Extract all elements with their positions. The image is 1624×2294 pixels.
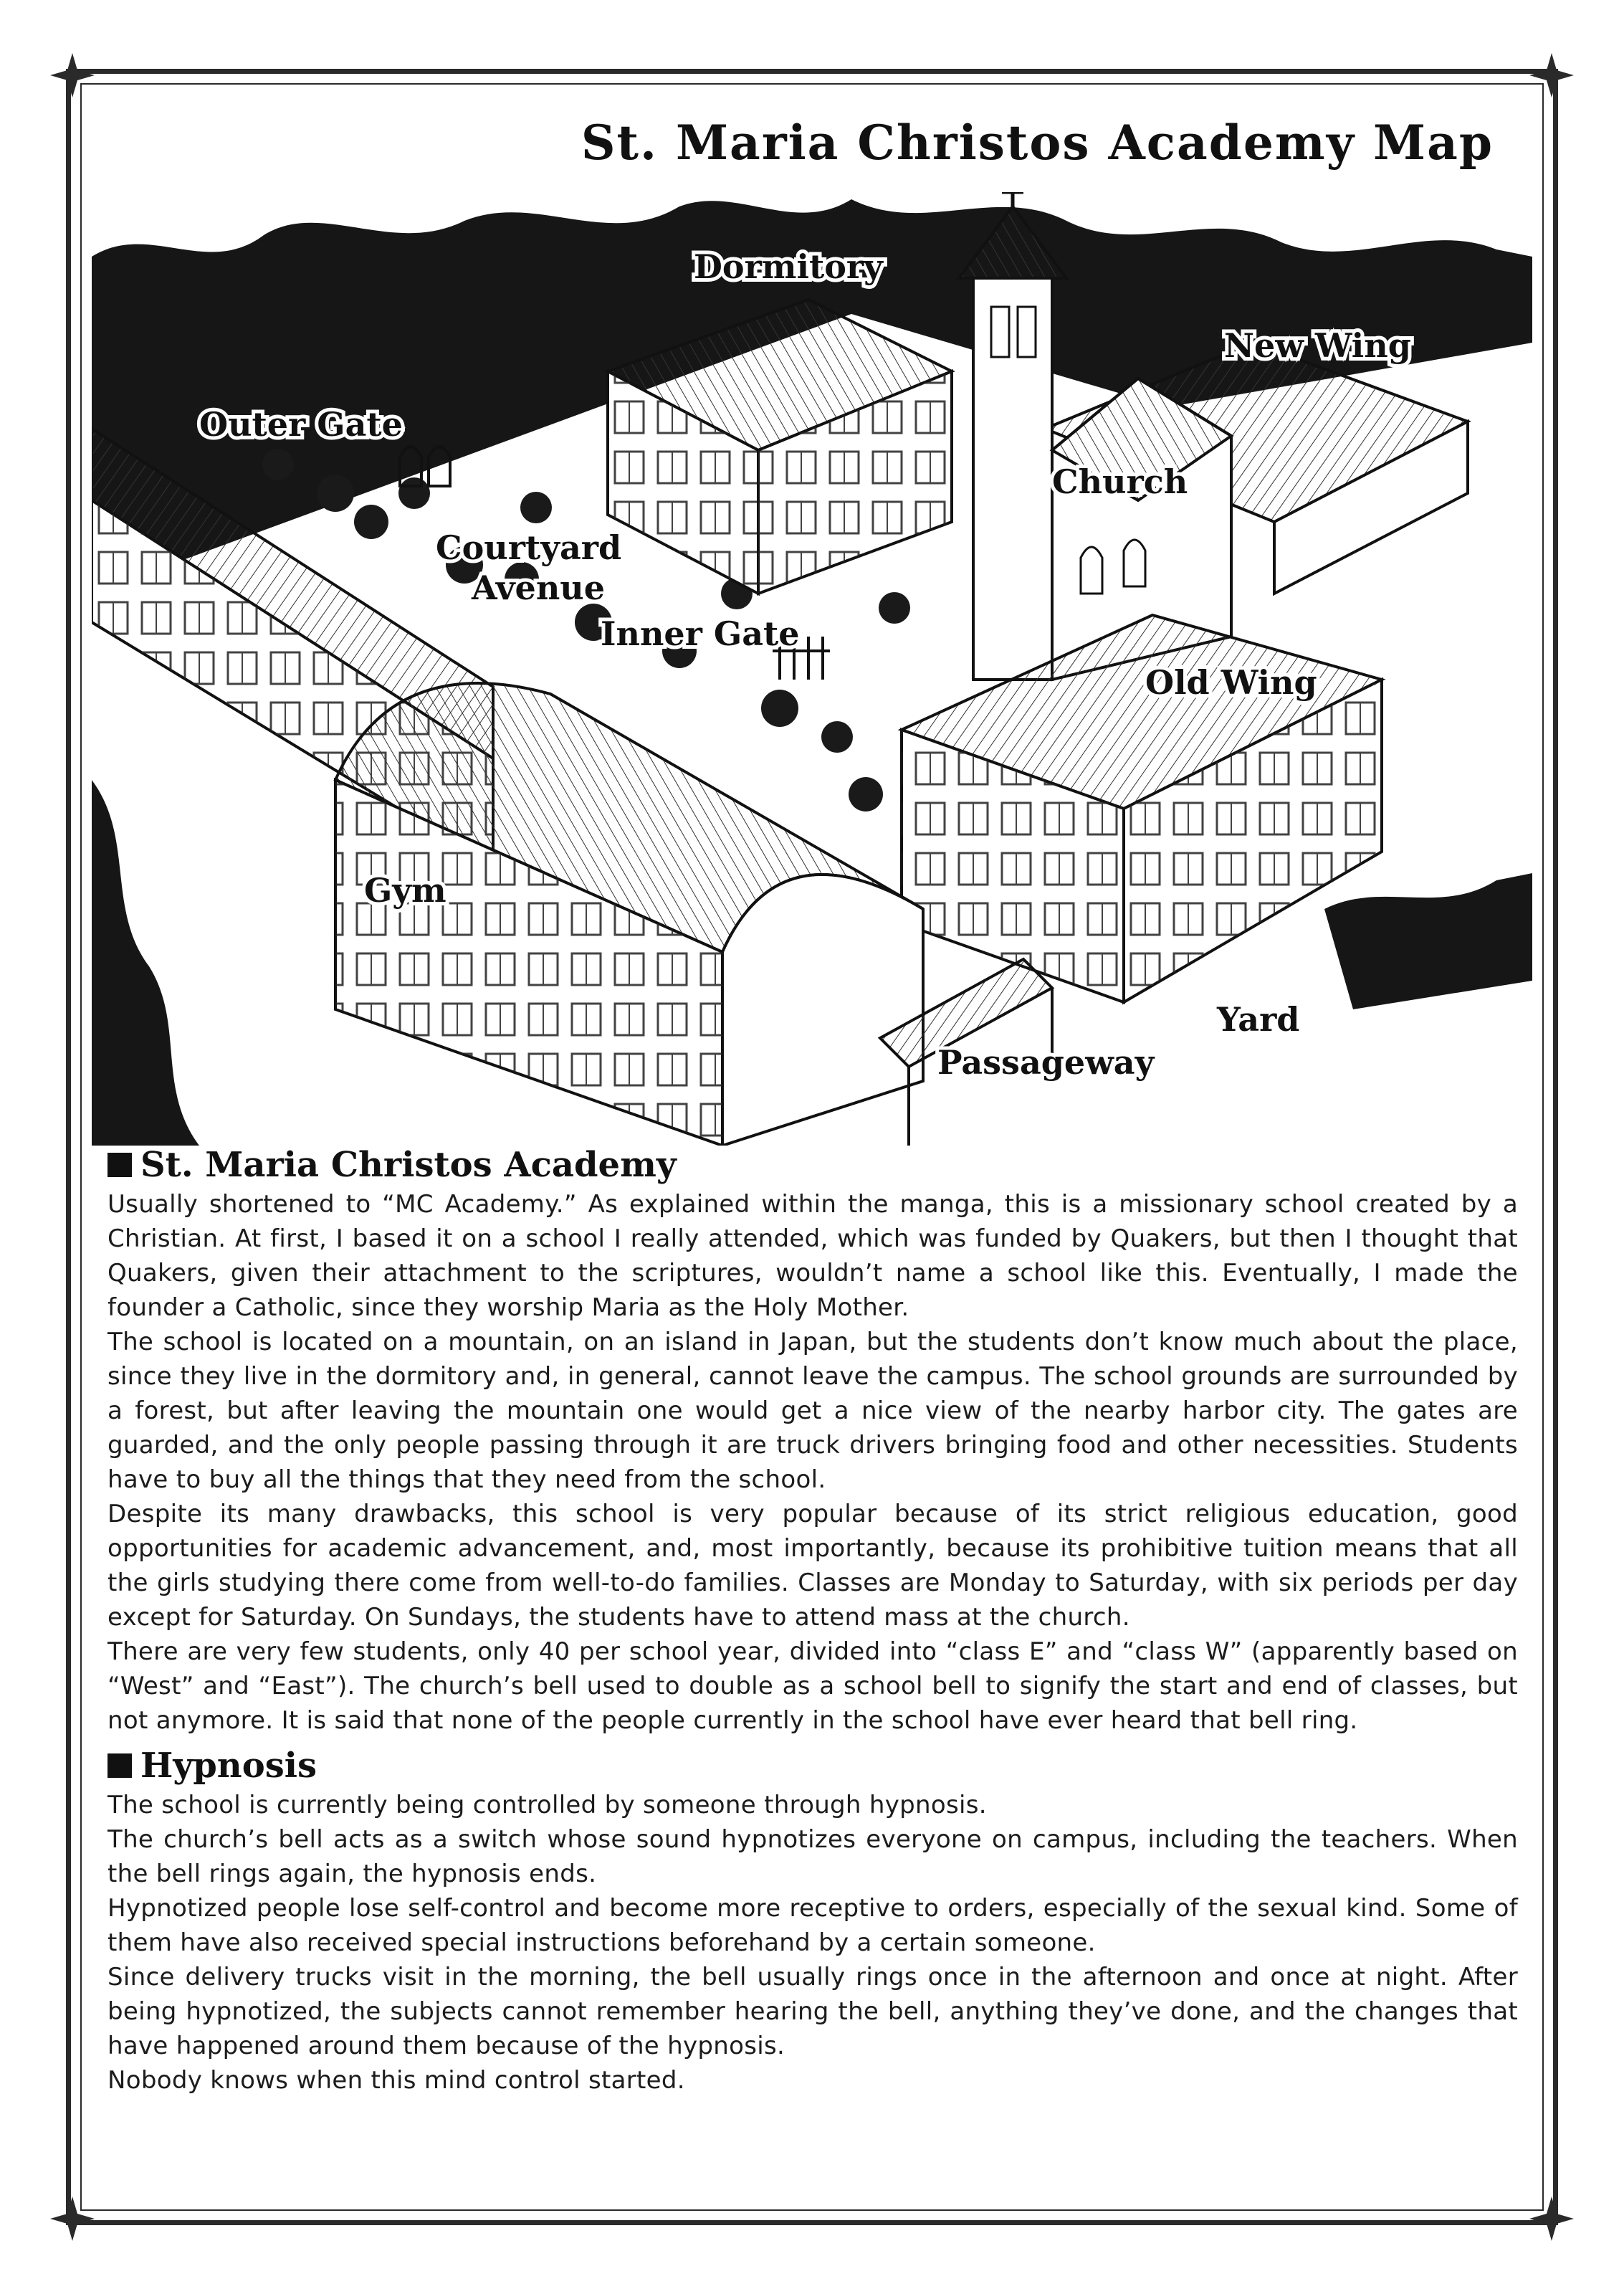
hypnosis-paragraph-1: The school is currently being controlled by someone through hypnosis. [108,1791,987,1819]
map-label-passageway: Passageway [937,1043,1155,1082]
map-label-outer-gate: Outer Gate [199,405,403,444]
corner-ornament-top-left [47,50,97,100]
academy-paragraph-1: Usually shortened to “MC Academy.” As explained within the manga, this is a missionary school created by a Christian. At first, I based it on a school I really attended, which was funded by Quakers, but then I thought that Quakers, given their attachment to the scriptures, wouldn’t name a school like this. Eventually, I made the founder a Catholic, since they worship Maria as the Holy Mother. [108,1190,1518,1322]
map-label-old-wing: Old Wing [1145,663,1317,702]
map-label-new-wing: New Wing [1224,326,1411,365]
map-label-avenue: Avenue [472,568,605,607]
map-label-yard: Yard [1217,1000,1300,1039]
page-title: St. Maria Christos Academy Map [581,115,1494,171]
map-label-inner-gate: Inner Gate [601,614,800,653]
article-body [108,1143,1518,2098]
hypnosis-paragraph-4: Since delivery trucks visit in the morning, the bell usually rings once in the afternoon and once at night. After being hypnotized, the subjects cannot remember hearing the bell, anything they’ve done, and the changes that have happened around them because of the hypnosis. [108,1963,1518,2060]
academy-paragraph-2: The school is located on a mountain, on an island in Japan, but the students don’t know much about the place, since they live in the dormitory and, in general, cannot leave the campus. The school grounds are surrounded by a forest, but after leaving the mountain one would get a nice view of the nearby harbor city. The gates are guarded, and the only people passing through it are truck drivers bringing food and other necessities. Students have to buy all the things that they need from the school. [108,1328,1518,1494]
academy-paragraph-4: There are very few students, only 40 per school year, divided into “class E” and “class W” (apparently based on “West” and “East”). The church’s bell used to double as a school bell to signify the start and end of classes, but not anymore. It is said that none of the people currently in the school have ever heard that bell ring. [108,1637,1518,1735]
hypnosis-paragraph-5: Nobody knows when this mind control started. [108,2066,685,2095]
section-heading-hypnosis: Hypnosis [108,1743,1518,1788]
corner-ornament-bottom-left [47,2194,97,2244]
heading-square-icon [108,1153,132,1177]
hypnosis-paragraph-3: Hypnotized people lose self-control and become more receptive to orders, especially of the sexual kind. Some of them have also received special instructions beforehand by a certain someone. [108,1894,1518,1957]
corner-ornament-bottom-right [1527,2194,1577,2244]
academy-paragraph-3: Despite its many drawbacks, this school is very popular because of its strict religious education, good opportunities for academic advancement, and, most importantly, because its prohibitive tuition means that all the girls studying there come from well-to-do families. Classes are Monday to Saturday, with six periods per day except for Saturday. On Sundays, the students have to attend mass at the church. [108,1500,1518,1632]
section-heading-academy: St. Maria Christos Academy [108,1143,1518,1187]
corner-ornament-top-right [1527,50,1577,100]
map-label-gym: Gym [364,871,446,910]
heading-square-icon [108,1753,132,1778]
map-label-dormitory: Dormitory [694,247,883,286]
campus-map-illustration [92,192,1532,1146]
map-label-courtyard: Courtyard [436,528,622,567]
map-label-church: Church [1052,462,1188,501]
hypnosis-paragraph-2: The church’s bell acts as a switch whose sound hypnotizes everyone on campus, including the teachers. When the bell rings again, the hypnosis ends. [108,1825,1518,1888]
